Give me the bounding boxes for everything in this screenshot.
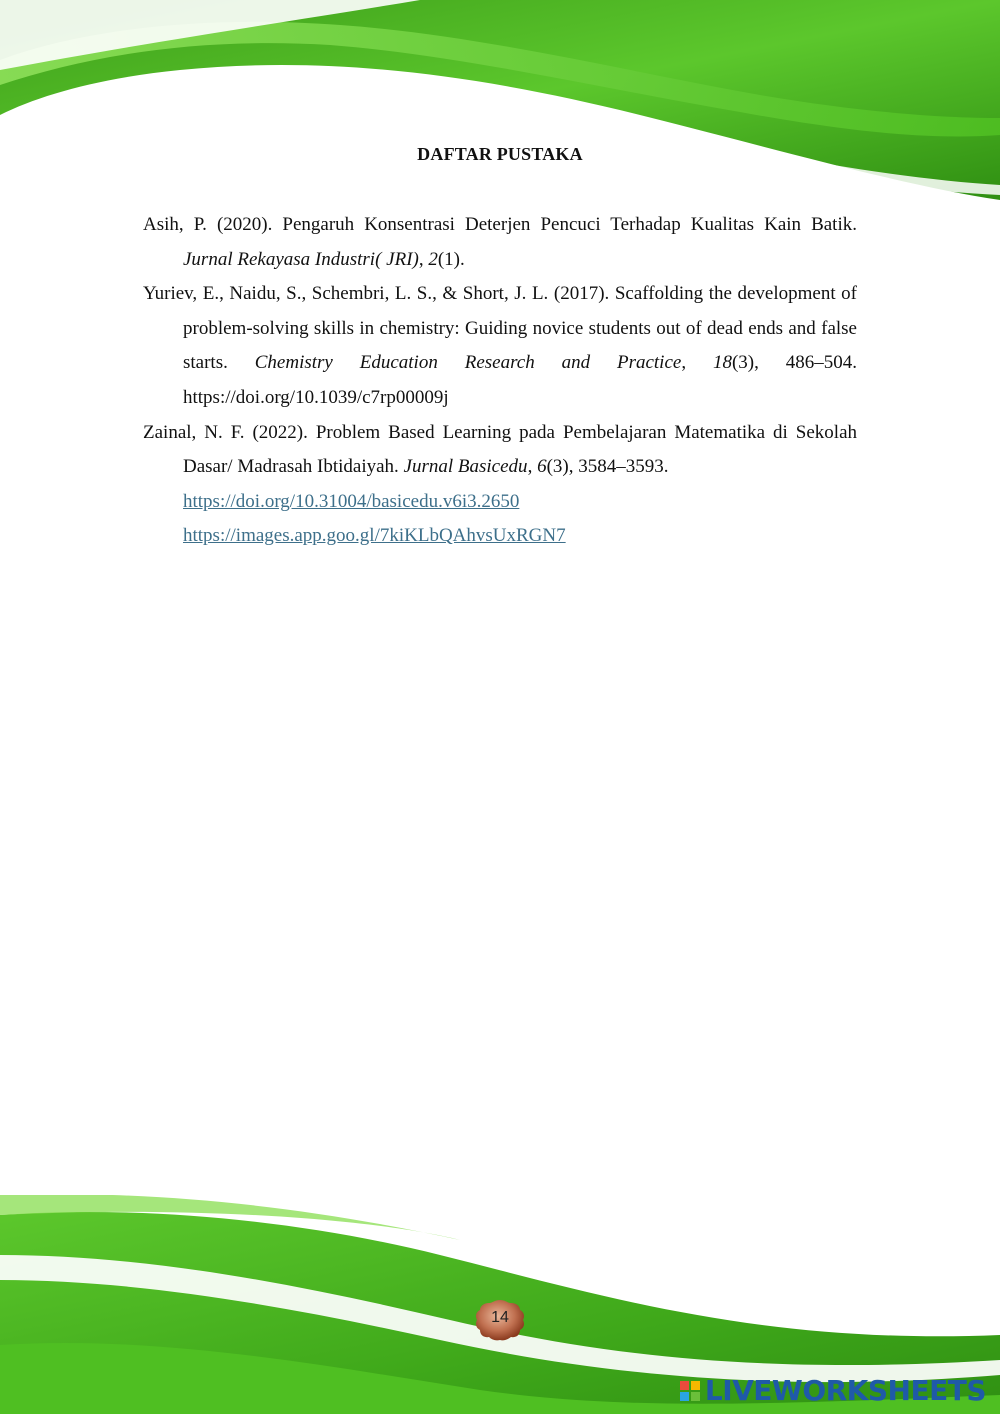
journal-volume: 18 [712, 352, 732, 374]
reference-text: Asih, P. (2020). Pengaruh Konsentrasi Deterjen Pencuci Terhadap Kualitas Kain Batik. [143, 214, 857, 235]
image-link[interactable]: https://images.app.goo.gl/7kiKLbQAhvsUxRGN7 [183, 525, 566, 547]
separator: , [527, 456, 538, 478]
reference-tail: (1). [437, 248, 465, 270]
page-title: DAFTAR PUSTAKA [417, 144, 583, 164]
liveworksheets-logo-icon [679, 1380, 701, 1402]
reference-item [143, 208, 857, 277]
page-number: 14 [491, 1309, 509, 1326]
journal-volume: 2 [428, 248, 438, 270]
journal-volume: 6 [537, 456, 547, 478]
reference-tail: (3), 3584–3593. [546, 456, 669, 478]
journal-title: Jurnal Rekayasa Industri( JRI) [183, 248, 419, 270]
reference-item [143, 416, 857, 554]
journal-title: Chemistry Education Research and Practice [254, 352, 682, 374]
top-wave-decoration [0, 0, 1000, 200]
journal-title: Jurnal Basicedu [403, 456, 528, 478]
reference-text: Zainal, N. F. (2022). Problem Based Learning pada Pembelajaran Matematika di Sekolah Dasar/ Madrasah Ibtidaiyah. [143, 421, 857, 478]
doi-link[interactable]: https://doi.org/10.31004/basicedu.v6i3.2650 [183, 490, 520, 512]
reference-tail: (3), 486–504. https://doi.org/10.1039/c7rp00009j [183, 352, 858, 408]
reference-text: Yuriev, E., Naidu, S., Schembri, L. S., & Short, J. L. (2017). Scaffolding the development of problem-solving skills in chemistry: Guiding novice students out of dead ends and false starts. [143, 283, 857, 374]
separator: , [418, 248, 429, 270]
liveworksheets-watermark [679, 1374, 986, 1407]
brand-name: LIVEWORKSHEETS [704, 1374, 986, 1407]
separator: , [681, 352, 713, 374]
reference-item [143, 277, 857, 415]
reference-list [143, 208, 857, 554]
